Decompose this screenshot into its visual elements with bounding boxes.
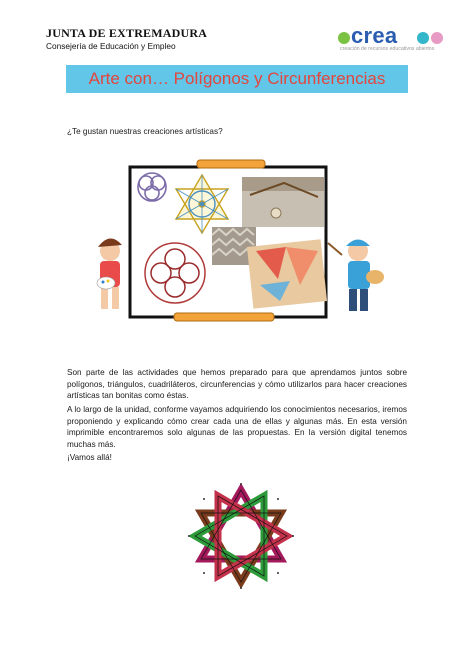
- green-dot-icon: [338, 32, 350, 44]
- paragraph-2: A lo largo de la unidad, conforme vayamos adquiriendo los conocimientos necesarios, iremos proponiendo y explicando cómo crear cada una de ellas y algunas más. En esta versión imprimible encontraremos solo algunas de las propuestas. En la versión digital tenemos muchas más.: [67, 405, 407, 449]
- crea-logo-word: crea: [351, 23, 398, 48]
- crea-logo-tagline: creación de recursos educativos abiertos: [340, 46, 435, 52]
- pink-dot-icon: [431, 32, 443, 44]
- page-title: Arte con… Polígonos y Circunferencias: [88, 69, 386, 88]
- boy-painter-character: [328, 240, 384, 312]
- frame-top-bar: [197, 160, 265, 168]
- organization-name: JUNTA DE EXTREMADURA: [46, 26, 208, 40]
- circle-flower-art: [145, 243, 205, 303]
- teal-dot-icon: [417, 32, 429, 44]
- star-polygon-art: [176, 175, 228, 233]
- frame-bottom-bar: [174, 313, 274, 321]
- interlaced-star-art: [185, 480, 297, 592]
- intro-question: ¿Te gustan nuestras creaciones artísticas?: [67, 127, 223, 136]
- department-name: Consejería de Educación y Empleo: [46, 41, 176, 51]
- paragraph-3: ¡Vamos allá!: [67, 453, 112, 462]
- paragraph-1: Son parte de las actividades que hemos preparado para que aprendamos juntos sobre polígonos, triángulos, cuadriláteros, circunferencias y cómo utilizarlos para hacer creaciones artísticas tan bonitas como éstas.: [67, 368, 407, 401]
- knot-circle-art: [138, 173, 166, 201]
- crea-logo: [336, 24, 446, 54]
- art-collage-illustration: [90, 155, 390, 330]
- girl-artist-character: [97, 238, 122, 309]
